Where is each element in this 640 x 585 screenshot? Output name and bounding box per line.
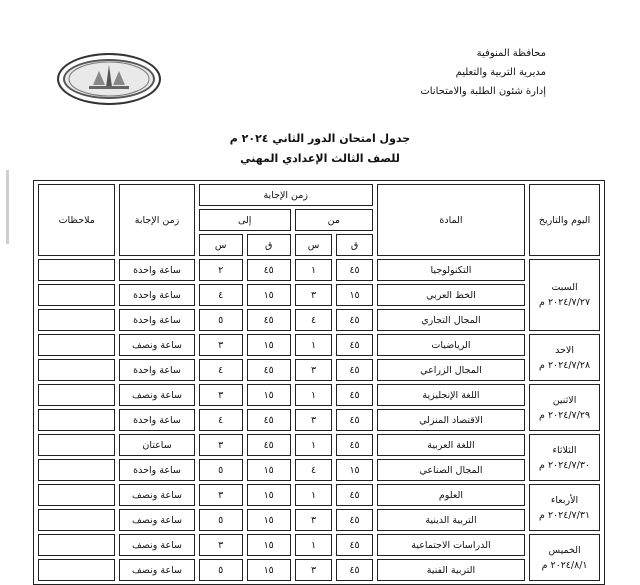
- subject-cell: التربية الفنية: [377, 559, 525, 581]
- from-minutes: ٤٥: [336, 409, 373, 431]
- notes-cell: [38, 509, 115, 531]
- header-row-1: [38, 184, 600, 206]
- department-name: إدارة شئون الطلبة والامتحانات: [420, 86, 546, 97]
- to-minutes: ١٥: [247, 284, 291, 306]
- title-line-1: جدول امتحان الدور الثاني ٢٠٢٤ م: [229, 132, 411, 145]
- table-row: [38, 334, 600, 356]
- from-minutes: ١٥: [336, 459, 373, 481]
- duration-cell: ساعة ونصف: [119, 534, 194, 556]
- to-hour: ٤: [199, 284, 243, 306]
- subject-cell: الخط العربي: [377, 284, 525, 306]
- duration-cell: ساعة ونصف: [119, 559, 194, 581]
- day-name: السبت: [551, 282, 578, 293]
- subject-cell: المجال الزراعي: [377, 359, 525, 381]
- day-name: الاحد: [555, 344, 574, 356]
- from-hour: ١: [295, 434, 333, 456]
- from-minutes: ٤٥: [336, 334, 373, 356]
- from-hour: ٤: [295, 309, 333, 331]
- col-day-date: اليوم والتاريخ: [529, 184, 600, 256]
- table-row: [38, 534, 600, 556]
- from-hour: ٣: [295, 359, 333, 381]
- notes-cell: [38, 359, 115, 381]
- table-row: [38, 409, 600, 431]
- duration-cell: ساعة واحدة: [119, 259, 194, 281]
- duration-cell: ساعة ونصف: [119, 484, 194, 506]
- duration-cell: ساعة ونصف: [119, 334, 194, 356]
- notes-cell: [38, 259, 115, 281]
- col-from-q: ق: [336, 234, 373, 256]
- notes-cell: [38, 484, 115, 506]
- day-cell: [529, 484, 600, 531]
- from-hour: ٣: [295, 284, 333, 306]
- from-hour: ١: [295, 484, 333, 506]
- from-minutes: ٤٥: [336, 359, 373, 381]
- to-hour: ٢: [199, 259, 243, 281]
- duration-cell: ساعة واحدة: [119, 359, 194, 381]
- to-hour: ٤: [199, 359, 243, 381]
- duration-cell: ساعة ونصف: [119, 384, 194, 406]
- notes-cell: [38, 384, 115, 406]
- notes-cell: [38, 559, 115, 581]
- to-minutes: ١٥: [247, 459, 291, 481]
- day-date: ٢٠٢٤/٧/٣٠ م: [539, 459, 591, 471]
- duration-cell: ساعة واحدة: [119, 459, 194, 481]
- notes-cell: [38, 409, 115, 431]
- notes-cell: [38, 534, 115, 556]
- to-hour: ٣: [199, 534, 243, 556]
- to-minutes: ١٥: [247, 484, 291, 506]
- col-to-s: س: [199, 234, 243, 256]
- subject-cell: الاقتصاد المنزلي: [377, 409, 525, 431]
- to-minutes: ١٥: [247, 509, 291, 531]
- table-row: [38, 309, 600, 331]
- notes-cell: [38, 434, 115, 456]
- duration-cell: ساعة واحدة: [119, 284, 194, 306]
- day-cell: [529, 434, 600, 481]
- day-name: الاثنين: [552, 394, 577, 406]
- subject-cell: التكنولوجيا: [377, 259, 525, 281]
- day-date: ٢٠٢٤/٨/١ م: [541, 559, 588, 571]
- to-hour: ٣: [199, 434, 243, 456]
- from-minutes: ٤٥: [336, 509, 373, 531]
- from-minutes: ٤٥: [336, 259, 373, 281]
- col-from-s: س: [295, 234, 333, 256]
- day-name: الأربعاء: [550, 494, 579, 506]
- title-line-2: للصف الثالث الإعدادي المهني: [240, 152, 400, 165]
- exam-schedule-table: [33, 180, 605, 585]
- from-minutes: ٤٥: [336, 534, 373, 556]
- notes-cell: [38, 309, 115, 331]
- subject-cell: الرياضيات: [377, 334, 525, 356]
- table-row: [38, 359, 600, 381]
- governorate-name: محافظة المنوفية: [476, 48, 546, 59]
- col-duration: زمن الإجابة: [119, 184, 194, 256]
- to-hour: ٥: [199, 459, 243, 481]
- day-name: الثلاثاء: [552, 444, 577, 456]
- from-hour: ١: [295, 534, 333, 556]
- table-row: [38, 509, 600, 531]
- from-hour: ٣: [295, 409, 333, 431]
- to-hour: ٤: [199, 409, 243, 431]
- directorate-name: مديرية التربية والتعليم: [455, 67, 546, 78]
- duration-cell: ساعتان: [119, 434, 194, 456]
- table-row: [38, 384, 600, 406]
- subject-cell: اللغة العربية: [377, 434, 525, 456]
- to-minutes: ٤٥: [247, 259, 291, 281]
- from-minutes: ٤٥: [336, 434, 373, 456]
- col-to: إلى: [199, 209, 291, 231]
- to-minutes: ٤٥: [247, 409, 291, 431]
- day-cell: [529, 334, 600, 381]
- col-subject: المادة: [377, 184, 525, 256]
- table-row: [38, 459, 600, 481]
- day-date: ٢٠٢٤/٧/٢٧ م: [539, 297, 591, 308]
- table-row: [38, 434, 600, 456]
- scan-edge-mark: [6, 170, 9, 244]
- day-cell: [529, 259, 600, 331]
- to-hour: ٣: [199, 484, 243, 506]
- subject-cell: المجال التجاري: [377, 309, 525, 331]
- subject-cell: الدراسات الاجتماعية: [377, 534, 525, 556]
- col-to-q: ق: [247, 234, 291, 256]
- table-row: [38, 284, 600, 306]
- day-name: الخميس: [548, 544, 581, 556]
- notes-cell: [38, 459, 115, 481]
- notes-cell: [38, 284, 115, 306]
- to-hour: ٥: [199, 559, 243, 581]
- day-cell: [529, 534, 600, 581]
- to-hour: ٥: [199, 509, 243, 531]
- from-minutes: ٤٥: [336, 309, 373, 331]
- day-date: ٢٠٢٤/٧/٣١ م: [539, 509, 591, 521]
- to-minutes: ١٥: [247, 559, 291, 581]
- page-header: [420, 44, 546, 101]
- to-hour: ٥: [199, 309, 243, 331]
- col-answer-time: زمن الإجابة: [199, 184, 373, 206]
- table-row: [38, 484, 600, 506]
- to-hour: ٣: [199, 334, 243, 356]
- duration-cell: ساعة واحدة: [119, 309, 194, 331]
- exam-title: [0, 129, 640, 169]
- to-minutes: ١٥: [247, 334, 291, 356]
- from-minutes: ١٥: [336, 284, 373, 306]
- subject-cell: التربية الدينية: [377, 509, 525, 531]
- from-minutes: ٤٥: [336, 484, 373, 506]
- to-minutes: ٤٥: [247, 309, 291, 331]
- emblem-icon: [59, 55, 159, 103]
- table-row: [38, 259, 600, 281]
- day-date: ٢٠٢٤/٧/٢٨ م: [539, 359, 591, 371]
- to-minutes: ١٥: [247, 384, 291, 406]
- subject-cell: العلوم: [377, 484, 525, 506]
- notes-cell: [38, 334, 115, 356]
- ministry-emblem-logo: [57, 53, 161, 105]
- from-hour: ٣: [295, 509, 333, 531]
- from-hour: ٣: [295, 559, 333, 581]
- from-minutes: ٤٥: [336, 559, 373, 581]
- subject-cell: اللغة الإنجليزية: [377, 384, 525, 406]
- table-row: [38, 559, 600, 581]
- from-hour: ١: [295, 334, 333, 356]
- day-cell: [529, 384, 600, 431]
- to-hour: ٣: [199, 384, 243, 406]
- from-hour: ١: [295, 259, 333, 281]
- to-minutes: ٤٥: [247, 359, 291, 381]
- day-date: ٢٠٢٤/٧/٢٩ م: [539, 409, 591, 421]
- to-minutes: ٤٥: [247, 434, 291, 456]
- from-hour: ٤: [295, 459, 333, 481]
- col-notes: ملاحظات: [38, 184, 115, 256]
- col-from: من: [295, 209, 373, 231]
- to-minutes: ١٥: [247, 534, 291, 556]
- subject-cell: المجال الصناعي: [377, 459, 525, 481]
- duration-cell: ساعة واحدة: [119, 409, 194, 431]
- from-hour: ١: [295, 384, 333, 406]
- duration-cell: ساعة ونصف: [119, 509, 194, 531]
- from-minutes: ٤٥: [336, 384, 373, 406]
